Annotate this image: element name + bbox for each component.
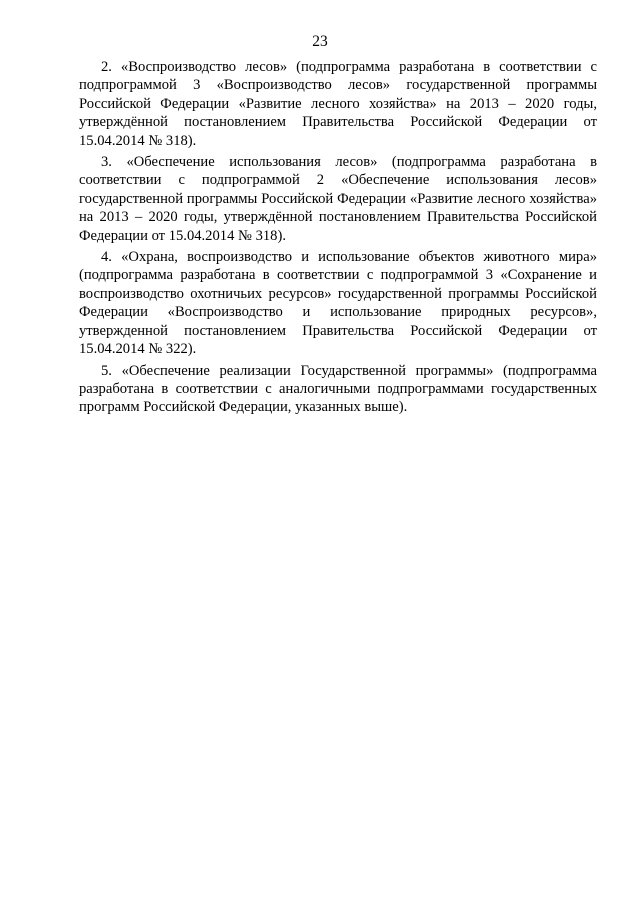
paragraph-subprogram-4: 4. «Охрана, воспроизводство и использование объектов животного мира» (подпрограмма разработана в соответствии с подпрограммой 3 «Сохранение и воспроизводство охотничьих ресурсов» государственной программы Российской Федерации «Воспроизводство и использование природных ресурсов», утвержденной постановлением Правительства Российской Федерации от 15.04.2014 № 322). bbox=[79, 249, 597, 358]
document-body bbox=[79, 58, 597, 420]
paragraph-subprogram-5: 5. «Обеспечение реализации Государственной программы» (подпрограмма разработана в соответствии с аналогичными подпрограммами государственных программ Российской Федерации, указанных выше). bbox=[79, 362, 597, 416]
paragraph-subprogram-3: 3. «Обеспечение использования лесов» (подпрограмма разработана в соответствии с подпрограммой 2 «Обеспечение использования лесов» государственной программы Российской Федерации «Развитие лесного хозяйства» на 2013 – 2020 годы, утверждённой постановлением Правительства Российской Федерации от 15.04.2014 № 318). bbox=[79, 154, 597, 244]
paragraph-subprogram-2: 2. «Воспроизводство лесов» (подпрограмма разработана в соответствии с подпрограммой 3 «Воспроизводство лесов» государственной программы Российской Федерации «Развитие лесного хозяйства» на 2013 – 2020 годы, утверждённой постановлением Правительства Российской Федерации от 15.04.2014 № 318). bbox=[79, 59, 597, 149]
page-number: 23 bbox=[312, 33, 328, 50]
